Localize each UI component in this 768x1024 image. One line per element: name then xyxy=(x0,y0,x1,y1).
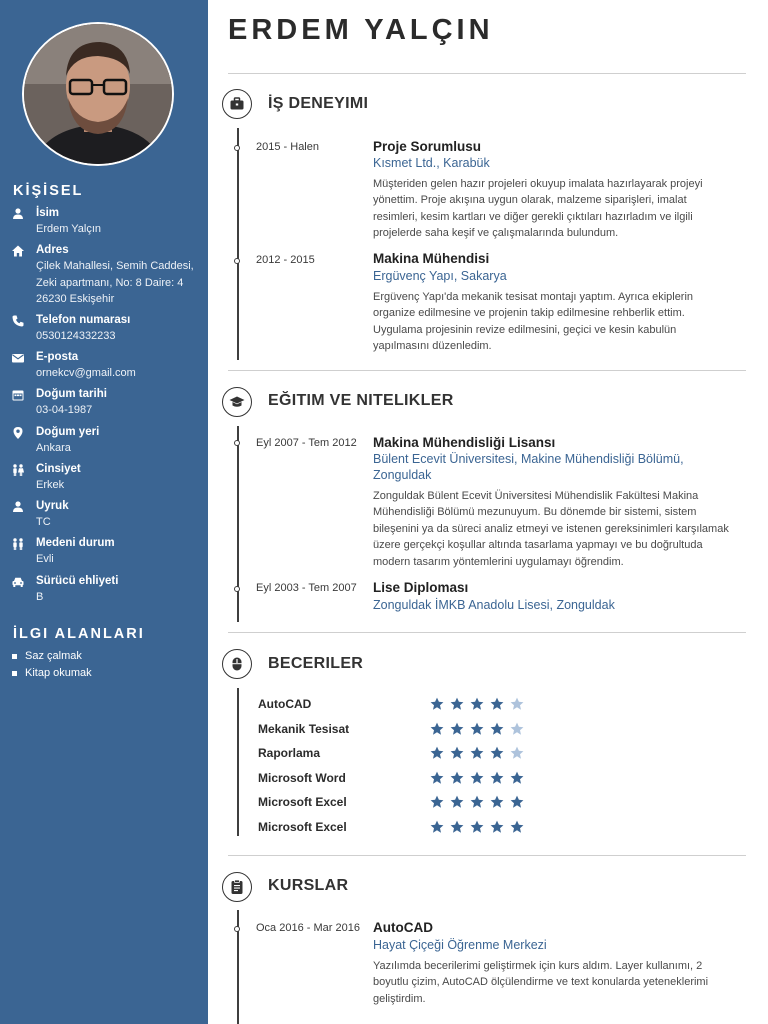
entry-description: Müşteriden gelen hazır projeleri okuyup imalata hazırlayarak projeyi yönettim. Proje akışına uygun olarak, malzeme siparişleri, imalat resimleri, kesim kartları ve diğer gerekli çıktıları hazırladım ve ilgili projelerde saha keşif ve çalışmalarında bulundum. xyxy=(373,178,703,240)
personal-value: Ankara xyxy=(36,442,71,454)
bullet-icon xyxy=(12,671,17,676)
star-filled-icon xyxy=(430,771,444,785)
personal-value: Evli xyxy=(36,553,54,565)
timeline-line xyxy=(237,426,239,622)
divider xyxy=(228,632,746,633)
divider xyxy=(228,855,746,856)
star-filled-icon xyxy=(470,795,484,809)
section-title-education: EĞITIM VE NITELIKLER xyxy=(268,392,454,409)
personal-item-phone xyxy=(11,313,203,345)
personal-value: 03-04-1987 xyxy=(36,404,93,416)
personal-heading: KİŞİSEL xyxy=(13,183,84,199)
star-filled-icon xyxy=(430,697,444,711)
timeline-dot xyxy=(234,586,240,592)
star-filled-icon xyxy=(490,820,504,834)
section-title-experience: İŞ DENEYIMI xyxy=(268,95,369,112)
entry-subtitle: Bülent Ecevit Üniversitesi, Makine Mühendisliği Bölümü, Zonguldak xyxy=(373,452,684,482)
interest-label: Saz çalmak xyxy=(25,650,82,662)
star-filled-icon xyxy=(490,771,504,785)
skill-name: Microsoft Excel xyxy=(258,795,347,809)
star-filled-icon xyxy=(490,722,504,736)
personal-item-email xyxy=(11,350,203,382)
timeline-dot xyxy=(234,145,240,151)
star-filled-icon xyxy=(430,795,444,809)
personal-label: Cinsiyet xyxy=(36,463,81,475)
personal-value: Erkek xyxy=(36,479,65,491)
star-filled-icon xyxy=(450,820,464,834)
personal-value: B xyxy=(36,591,44,603)
entry-title: AutoCAD xyxy=(373,920,433,935)
home-icon xyxy=(11,244,25,258)
section-title-courses: KURSLAR xyxy=(268,877,349,894)
interests-heading: İLGI ALANLARI xyxy=(13,626,145,642)
briefcase-icon xyxy=(222,89,252,119)
entry-subtitle: Ergüvenç Yapı, Sakarya xyxy=(373,269,507,283)
personal-value: 0530124332233 xyxy=(36,330,116,342)
personal-item-gender xyxy=(11,462,203,494)
entry-title: Lise Diploması xyxy=(373,580,469,595)
personal-item-name xyxy=(11,206,203,238)
personal-value: Çilek Mahallesi, Semih Caddesi, Zeki apartmanı, No: 8 Daire: 4 26230 Eskişehir xyxy=(36,260,194,305)
personal-label: Uyruk xyxy=(36,500,69,512)
skill-rating xyxy=(430,746,530,762)
gender-icon xyxy=(11,463,25,477)
entry-subtitle: Kısmet Ltd., Karabük xyxy=(373,156,490,170)
star-filled-icon xyxy=(470,697,484,711)
star-filled-icon xyxy=(450,697,464,711)
entry-subtitle: Zonguldak İMKB Anadolu Lisesi, Zonguldak xyxy=(373,598,615,612)
skill-rating xyxy=(430,820,530,836)
entry-date: Oca 2016 - Mar 2016 xyxy=(256,922,360,934)
interest-item xyxy=(12,666,92,681)
star-filled-icon xyxy=(470,771,484,785)
entry-title: Proje Sorumlusu xyxy=(373,139,482,154)
mouse-icon xyxy=(222,649,252,679)
entry-date: 2012 - 2015 xyxy=(256,254,315,266)
person-icon xyxy=(11,207,25,221)
phone-icon xyxy=(11,314,25,328)
personal-value: Erdem Yalçın xyxy=(36,223,102,235)
personal-item-nationality xyxy=(11,499,203,531)
skill-rating xyxy=(430,697,530,713)
timeline-dot xyxy=(234,258,240,264)
skill-name: Microsoft Word xyxy=(258,771,346,785)
divider xyxy=(228,73,746,74)
personal-label: E-posta xyxy=(36,351,79,363)
clipboard-icon xyxy=(222,872,252,902)
skill-rating xyxy=(430,795,530,811)
interest-label: Kitap okumak xyxy=(25,667,92,679)
calendar-icon xyxy=(11,388,25,402)
personal-label: Medeni durum xyxy=(36,537,115,549)
personal-item-birthdate xyxy=(11,387,203,419)
entry-title: Makina Mühendisi xyxy=(373,251,490,266)
entry-date: Eyl 2003 - Tem 2007 xyxy=(256,582,357,594)
personal-item-marital xyxy=(11,536,203,568)
star-filled-icon xyxy=(510,771,524,785)
entry-description: Yazılımda becerilerimi geliştirmek için kurs aldım. Layer kullanımı, 2 boyutlu çizim, AutoCAD ölçülendirme ve text konularda yeteneklerimi geliştirdim. xyxy=(373,960,709,1005)
personal-label: Sürücü ehliyeti xyxy=(36,575,119,587)
page-title: ERDEM YALÇIN xyxy=(228,14,494,46)
star-filled-icon xyxy=(450,771,464,785)
star-filled-icon xyxy=(490,697,504,711)
star-filled-icon xyxy=(430,722,444,736)
skill-name: AutoCAD xyxy=(258,697,312,711)
personal-item-birthplace xyxy=(11,425,203,457)
star-filled-icon xyxy=(510,820,524,834)
star-filled-icon xyxy=(470,820,484,834)
interest-item xyxy=(12,649,82,664)
personal-label: Doğum tarihi xyxy=(36,388,107,400)
entry-date: Eyl 2007 - Tem 2012 xyxy=(256,437,357,449)
skill-rating xyxy=(430,722,530,738)
entry-title: Makina Mühendisliği Lisansı xyxy=(373,435,556,450)
car-icon xyxy=(11,575,25,589)
divider xyxy=(228,370,746,371)
skill-name: Microsoft Excel xyxy=(258,820,347,834)
personal-item-address xyxy=(11,243,203,308)
skill-name: Mekanik Tesisat xyxy=(258,722,350,736)
skill-rating xyxy=(430,771,530,787)
entry-date: 2015 - Halen xyxy=(256,141,319,153)
star-filled-icon xyxy=(450,746,464,760)
star-filled-icon xyxy=(510,795,524,809)
personal-value: ornekcv@gmail.com xyxy=(36,367,136,379)
star-empty-icon xyxy=(510,722,524,736)
entry-subtitle: Hayat Çiçeği Öğrenme Merkezi xyxy=(373,938,547,952)
person-icon xyxy=(11,500,25,514)
skill-name: Raporlama xyxy=(258,746,321,760)
star-filled-icon xyxy=(470,722,484,736)
couple-icon xyxy=(11,537,25,551)
timeline-dot xyxy=(234,440,240,446)
entry-description: Zonguldak Bülent Ecevit Üniversitesi Mühendislik Fakültesi Makina Mühendisliği Bölümü mezunuyum. Bu dönemde bir sistemi, sistem bileşenini ya da süreci analiz etmeyi ve istenen gereksinimleri karşılamak üzere gerçekçi koşullar altında tasarlama yapmayı ve bu doğrultuda modern tasarım yöntemlerini uygulamayı öğrendim. xyxy=(373,490,729,568)
star-filled-icon xyxy=(450,722,464,736)
timeline-dot xyxy=(234,926,240,932)
graduation-cap-icon xyxy=(222,387,252,417)
bullet-icon xyxy=(12,654,17,659)
timeline-line xyxy=(237,688,239,836)
star-filled-icon xyxy=(430,820,444,834)
star-filled-icon xyxy=(430,746,444,760)
personal-label: Adres xyxy=(36,244,69,256)
personal-item-license xyxy=(11,574,203,606)
personal-label: Telefon numarası xyxy=(36,314,131,326)
star-filled-icon xyxy=(490,746,504,760)
section-title-skills: BECERILER xyxy=(268,655,364,672)
profile-photo xyxy=(22,22,174,166)
personal-label: İsim xyxy=(36,207,60,219)
personal-value: TC xyxy=(36,516,51,528)
entry-description: Ergüvenç Yapı'da mekanik tesisat montajı yaptım. Ayrıca ekiplerin organize edilmesine ve projenin takip edilmesine rehberlik ettim. Uygulama projesinin revize edilmesini, geçici ve kesin kabulün yapılmasını düzenledim. xyxy=(373,291,694,353)
timeline-line xyxy=(237,128,239,360)
star-filled-icon xyxy=(470,746,484,760)
personal-label: Doğum yeri xyxy=(36,426,100,438)
star-empty-icon xyxy=(510,746,524,760)
mail-icon xyxy=(11,351,25,365)
star-filled-icon xyxy=(450,795,464,809)
star-empty-icon xyxy=(510,697,524,711)
sidebar xyxy=(0,0,208,1024)
location-pin-icon xyxy=(11,426,25,440)
star-filled-icon xyxy=(490,795,504,809)
